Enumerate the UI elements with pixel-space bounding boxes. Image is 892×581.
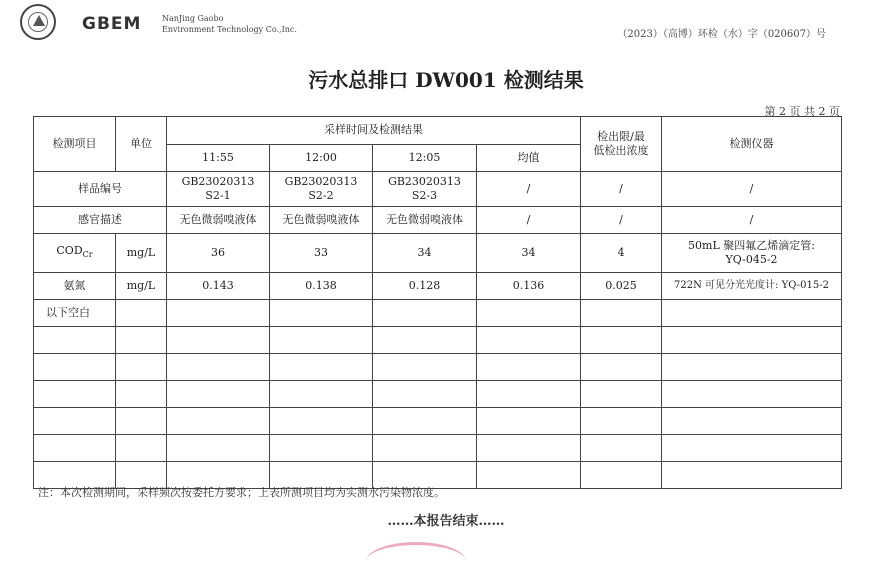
sample-id-limit: /	[581, 172, 662, 207]
company-logo	[20, 4, 56, 40]
table-row	[34, 354, 842, 381]
company-name	[162, 13, 297, 35]
header-item: 检测项目	[34, 117, 116, 172]
cod-instrument-line1: 50mL 聚四氟乙烯滴定管:	[688, 239, 815, 252]
sample-id-2	[270, 172, 373, 207]
sensory-value-3: 无色微弱嗅液体	[373, 207, 477, 234]
ammonia-row	[34, 273, 842, 300]
sensory-row	[34, 207, 842, 234]
sample-id-mean: /	[477, 172, 581, 207]
cod-row	[34, 234, 842, 273]
footnote: 注：本次检测期间，采样频次按委托方要求；上表所测项目均为实测水污染物浓度。	[38, 486, 445, 499]
table-row	[34, 408, 842, 435]
ammonia-mean: 0.136	[477, 273, 581, 300]
header-limit-line1: 检出限/最	[597, 130, 645, 143]
header-sampling: 采样时间及检测结果	[167, 117, 581, 145]
header-row-1	[34, 117, 842, 145]
cod-value-3: 34	[373, 234, 477, 273]
seal-stamp	[366, 542, 466, 581]
ammonia-limit: 0.025	[581, 273, 662, 300]
header-mean: 均值	[477, 144, 581, 172]
blank-label: 以下空白	[34, 300, 116, 327]
cod-limit: 4	[581, 234, 662, 273]
report-number: （2023）（高博）环检（水）字（020607）号	[617, 29, 826, 40]
ammonia-label: 氨氮	[34, 273, 116, 300]
sample-id-1-line2: S2-1	[205, 189, 231, 202]
sensory-mean: /	[477, 207, 581, 234]
ammonia-value-2: 0.138	[270, 273, 373, 300]
ammonia-instrument: 722N 可见分光光度计: YQ-015-2	[662, 273, 842, 300]
brand-name: GBEM	[82, 14, 142, 34]
cod-unit: mg/L	[116, 234, 167, 273]
ammonia-value-3: 0.128	[373, 273, 477, 300]
sample-id-3-line1: GB23020313	[388, 175, 461, 188]
report-end-text: ……本报告结束……	[387, 514, 505, 529]
cod-instrument	[662, 234, 842, 273]
page-title: 污水总排口 DW001 检测结果	[308, 68, 584, 92]
sample-id-1-line1: GB23020313	[181, 175, 255, 188]
sample-id-row	[34, 172, 842, 207]
sample-id-1	[167, 172, 270, 207]
ammonia-value-1: 0.143	[167, 273, 270, 300]
sample-id-2-line2: S2-2	[308, 189, 334, 202]
table-row	[34, 381, 842, 408]
cod-label-sub: Cr	[82, 250, 93, 260]
table-row	[34, 327, 842, 354]
cod-label	[34, 234, 116, 273]
table-row	[34, 300, 842, 327]
header-time-1: 11:55	[167, 144, 270, 172]
cod-value-1: 36	[167, 234, 270, 273]
page-info: 第 2 页 共 2 页	[764, 105, 840, 118]
header-time-2: 12:00	[270, 144, 373, 172]
cod-mean: 34	[477, 234, 581, 273]
company-name-line1: NanJing Gaobo	[162, 14, 224, 23]
sensory-label: 感官描述	[34, 207, 167, 234]
table-row	[34, 435, 842, 462]
sample-id-3	[373, 172, 477, 207]
sample-id-label: 样品编号	[34, 172, 167, 207]
sample-id-instrument: /	[662, 172, 842, 207]
header-limit	[581, 117, 662, 172]
cod-label-main: COD	[56, 243, 83, 257]
header-unit: 单位	[116, 117, 167, 172]
cod-instrument-line2: YQ-045-2	[725, 253, 778, 266]
cod-value-2: 33	[270, 234, 373, 273]
results-table	[33, 116, 842, 489]
ammonia-unit: mg/L	[116, 273, 167, 300]
header-instrument: 检测仪器	[662, 117, 842, 172]
header-limit-line2: 低检出浓度	[593, 144, 649, 157]
sensory-limit: /	[581, 207, 662, 234]
company-name-line2: Environment Technology Co.,Inc.	[162, 25, 297, 34]
sensory-value-1: 无色微弱嗅液体	[167, 207, 270, 234]
sensory-instrument: /	[662, 207, 842, 234]
sensory-value-2: 无色微弱嗅液体	[270, 207, 373, 234]
sample-id-3-line2: S2-3	[411, 189, 438, 202]
header-time-3: 12:05	[373, 144, 477, 172]
sample-id-2-line1: GB23020313	[284, 175, 358, 188]
